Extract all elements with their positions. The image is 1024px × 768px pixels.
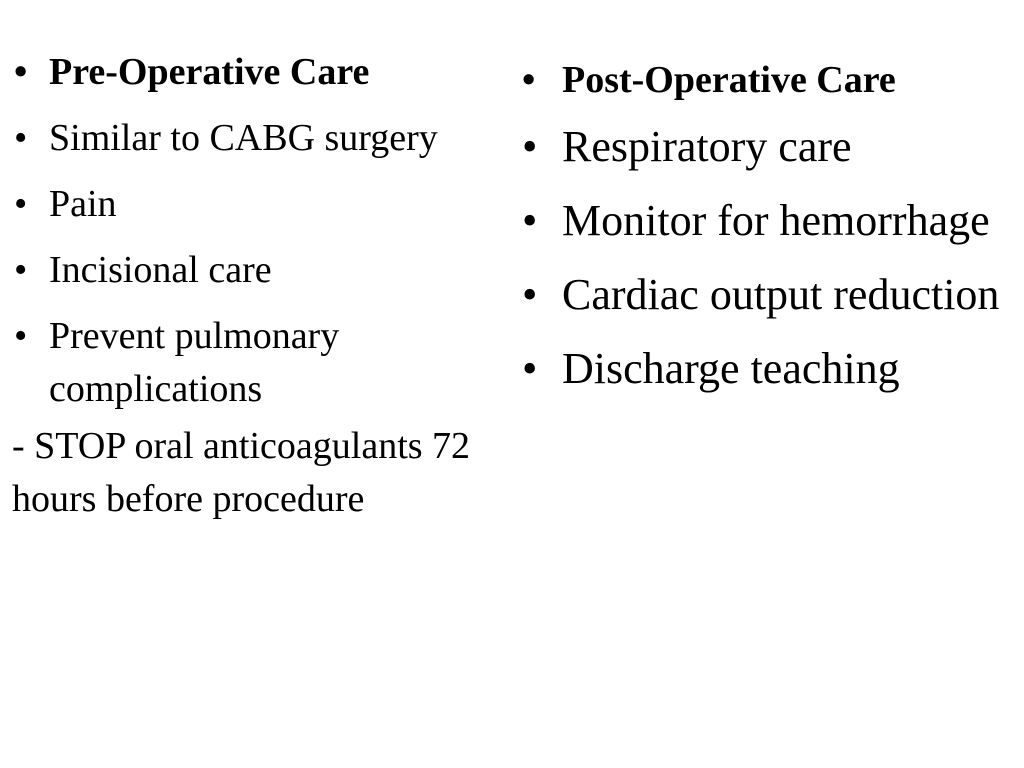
list-item [12, 178, 512, 231]
list-item [520, 117, 1010, 177]
list-item [520, 265, 1010, 325]
pre-operative-list [12, 46, 512, 416]
list-item [12, 112, 512, 165]
post-operative-column [520, 54, 1010, 413]
list-item-text: Cardiac output reduction [562, 270, 1000, 319]
bullet-icon: • [14, 51, 28, 93]
pre-operative-heading-text: Pre-Operative Care [49, 51, 370, 93]
list-item [12, 310, 512, 416]
list-item [12, 244, 512, 297]
bullet-icon: • [14, 117, 28, 159]
post-operative-heading [520, 54, 1010, 107]
bullet-icon: • [14, 249, 28, 291]
list-item-text: Similar to CABG surgery [49, 117, 438, 159]
list-item-text: Discharge teaching [562, 344, 900, 393]
list-item [520, 191, 1010, 251]
bullet-icon: • [14, 183, 28, 225]
list-item-text: Incisional care [49, 249, 272, 291]
list-item-text: Pain [49, 183, 117, 225]
post-operative-heading-text: Post-Operative Care [562, 59, 896, 101]
bullet-icon: • [522, 344, 538, 393]
anticoagulant-note: - STOP oral anticoagulants 72 hours before procedure [12, 425, 471, 520]
bullet-icon: • [522, 196, 538, 245]
bullet-icon: • [522, 122, 538, 171]
list-item-text: Monitor for hemorrhage [562, 196, 990, 245]
list-item-text: Prevent pulmonary complications [49, 315, 340, 410]
bullet-icon: • [14, 315, 28, 357]
list-item [520, 339, 1010, 399]
bullet-icon: • [522, 59, 536, 101]
pre-operative-column [12, 46, 512, 526]
bullet-icon: • [522, 270, 538, 319]
pre-operative-heading [12, 46, 512, 99]
list-item-text: Respiratory care [562, 122, 852, 171]
post-operative-list [520, 54, 1010, 399]
